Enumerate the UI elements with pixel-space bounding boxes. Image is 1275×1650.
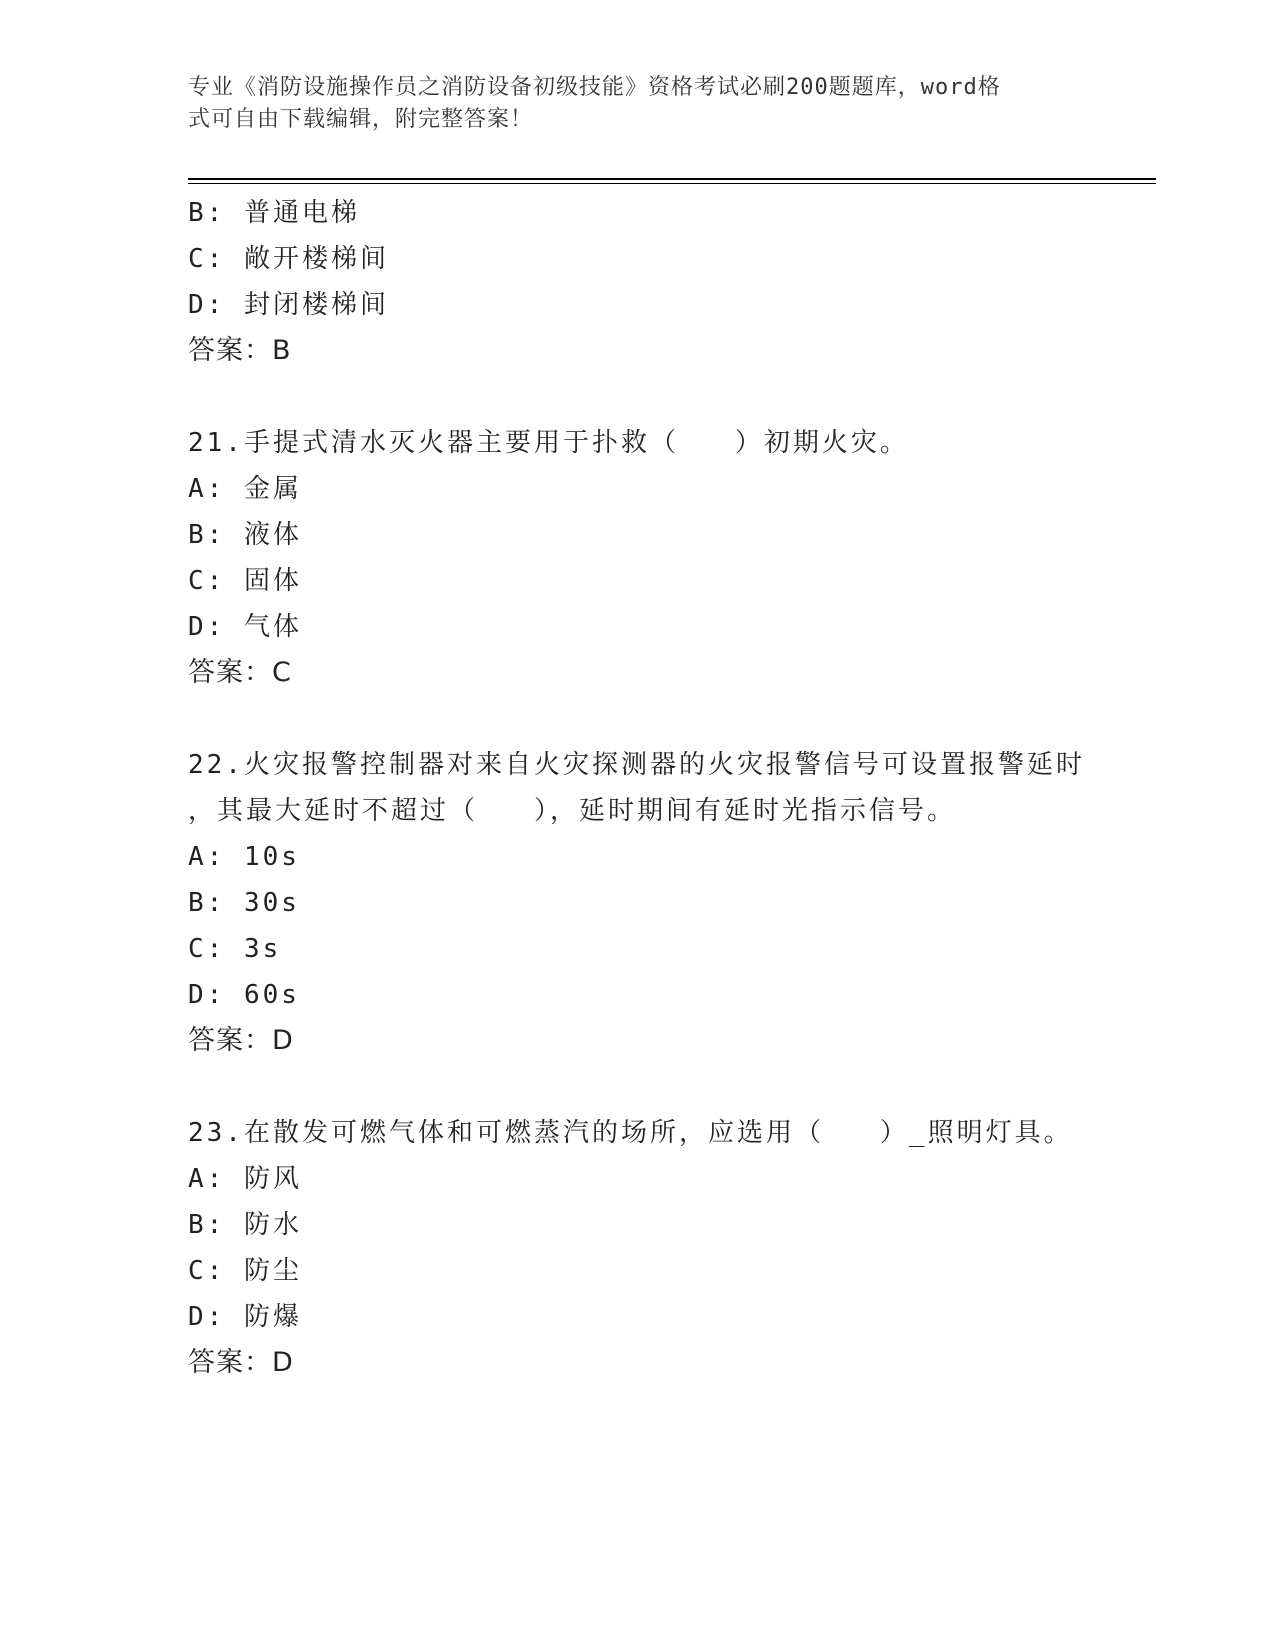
question-spacer: [188, 696, 1088, 742]
document-header: [188, 72, 1068, 136]
option-c: C: 敞开楼梯间: [188, 244, 389, 274]
answer-line: 答案：B: [188, 335, 292, 366]
option-c: C: 防尘: [188, 1256, 302, 1286]
question-stem-line-1: 22.火灾报警控制器对来自火灾探测器的火灾报警信号可设置报警延时: [188, 750, 1085, 780]
option-b: B: 普通电梯: [188, 198, 360, 228]
option-d: D: 气体: [188, 612, 302, 642]
question-stem-line-2: ，其最大延时不超过（ ），延时期间有延时光指示信号。: [188, 796, 956, 826]
option-b: B: 液体: [188, 520, 302, 550]
option-a: A: 金属: [188, 474, 302, 504]
question-stem: 23.在散发可燃气体和可燃蒸汽的场所，应选用（ ）_照明灯具。: [188, 1118, 1073, 1148]
option-a: A: 防风: [188, 1164, 302, 1194]
header-title-line-1: 专业《消防设施操作员之消防设备初级技能》资格考试必刷200题题库，word格: [188, 75, 1001, 100]
question-list: [188, 190, 1088, 1386]
option-b: B: 防水: [188, 1210, 302, 1240]
option-d: D: 防爆: [188, 1302, 302, 1332]
header-divider-thin: [188, 183, 1156, 184]
question-21: [188, 420, 1088, 696]
question-20-continued: [188, 190, 1088, 374]
answer-line: 答案：D: [188, 1025, 294, 1056]
question-22: [188, 742, 1088, 1064]
header-title-line-2: 式可自由下载编辑，附完整答案！: [188, 107, 534, 132]
option-d: D: 60s: [188, 980, 300, 1010]
question-spacer: [188, 1064, 1088, 1110]
option-c: C: 3s: [188, 934, 282, 964]
answer-line: 答案：C: [188, 657, 292, 688]
option-d: D: 封闭楼梯间: [188, 290, 389, 320]
answer-line: 答案：D: [188, 1347, 294, 1378]
question-stem: 21.手提式清水灭火器主要用于扑救（ ）初期火灾。: [188, 428, 909, 458]
option-b: B: 30s: [188, 888, 300, 918]
header-divider-thick: [188, 178, 1156, 180]
question-spacer: [188, 374, 1088, 420]
option-a: A: 10s: [188, 842, 300, 872]
question-23: [188, 1110, 1088, 1386]
option-c: C: 固体: [188, 566, 302, 596]
